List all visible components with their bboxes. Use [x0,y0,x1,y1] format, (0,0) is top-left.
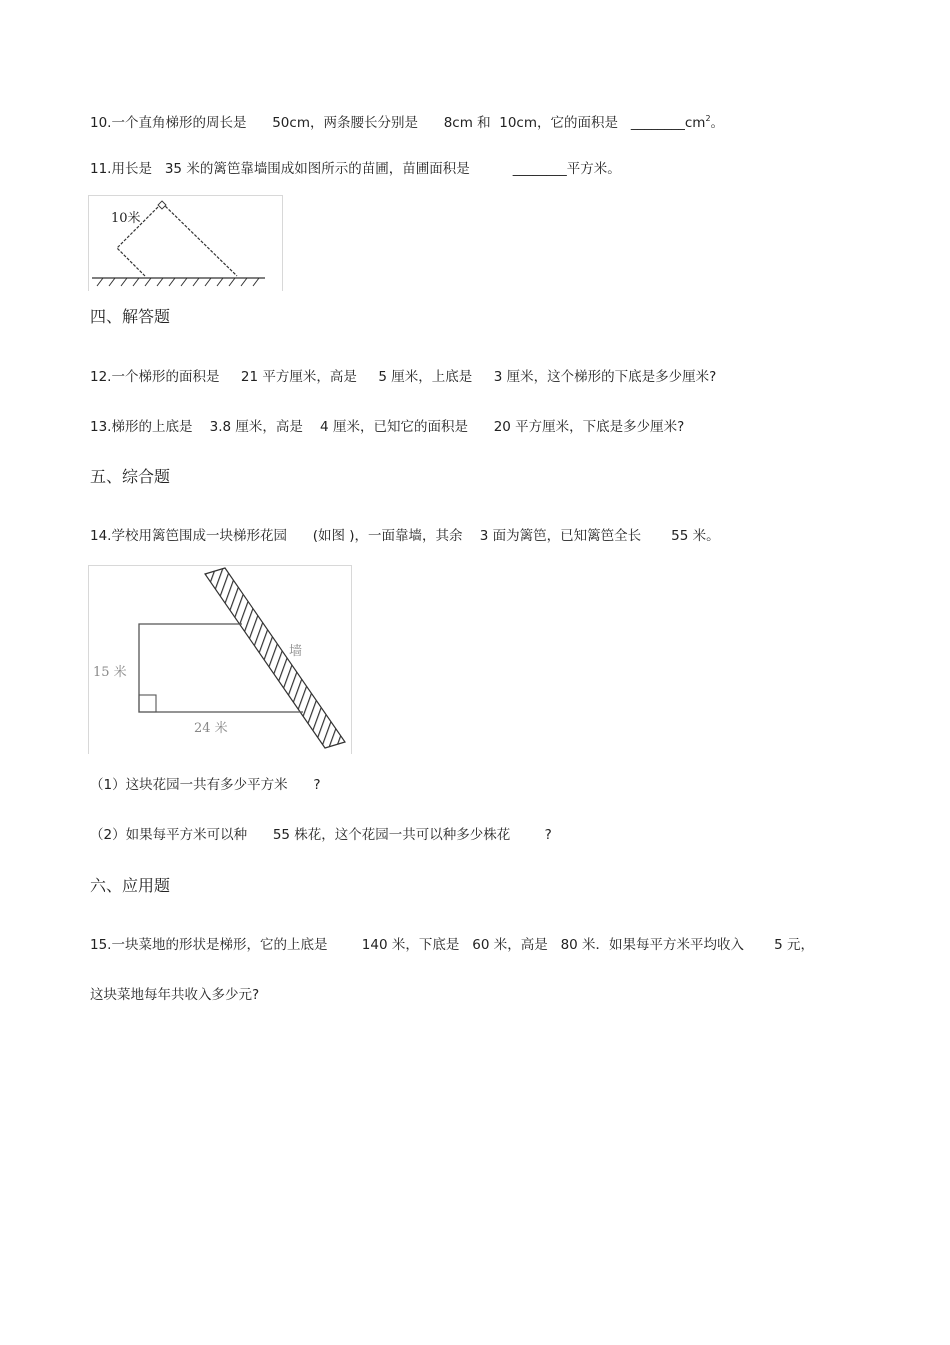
question-13: 13.梯形的上底是 3.8 厘米，高是 4 厘米，已知它的面积是 20 平方厘米，下底是多少厘米? [90,419,685,435]
section-6-heading: 六、应用题 [90,876,171,895]
garden-diagram [89,566,351,754]
garden-base-label: 24 米 [194,721,228,736]
nursery-diagram [89,196,282,291]
question-15-line-2: 这块菜地每年共收入多少元? [90,987,260,1003]
garden-height-label: 15 米 [93,665,127,680]
garden-figure [88,565,352,754]
question-14-part-1: （1）这块花园一共有多少平方米 ? [90,777,321,793]
nursery-side-label: 10米 [111,211,141,226]
question-10-tail: 。 [710,115,725,131]
question-11: 11.用长是 35 米的篱笆靠墙围成如图所示的苗圃，苗圃面积是 ________平方米。 [90,161,621,177]
nursery-figure [88,195,283,291]
wall-label: 墙 [289,644,303,659]
question-15-line-1: 15.一块菜地的形状是梯形，它的上底是 140 米，下底是 60 米，高是 80 米．如果每平方米平均收入 5 元， [90,937,814,953]
question-12: 12.一个梯形的面积是 21 平方厘米，高是 5 厘米，上底是 3 厘米，这个梯形的下底是多少厘米? [90,369,717,385]
superscript-2: 2 [705,114,711,123]
section-4-heading: 四、解答题 [90,307,171,326]
question-10-text: 10.一个直角梯形的周长是 50cm，两条腰长分别是 8cm 和 10cm，它的面积是 ________cm [90,115,706,131]
question-10 [90,110,724,132]
question-14-part-2: （2）如果每平方米可以种 55 株花，这个花园一共可以种多少株花 ? [90,827,552,843]
question-14: 14.学校用篱笆围成一块梯形花园 (如图 )，一面靠墙，其余 3 面为篱笆，已知篱笆全长 55 米。 [90,528,720,544]
section-5-heading: 五、综合题 [90,467,171,486]
